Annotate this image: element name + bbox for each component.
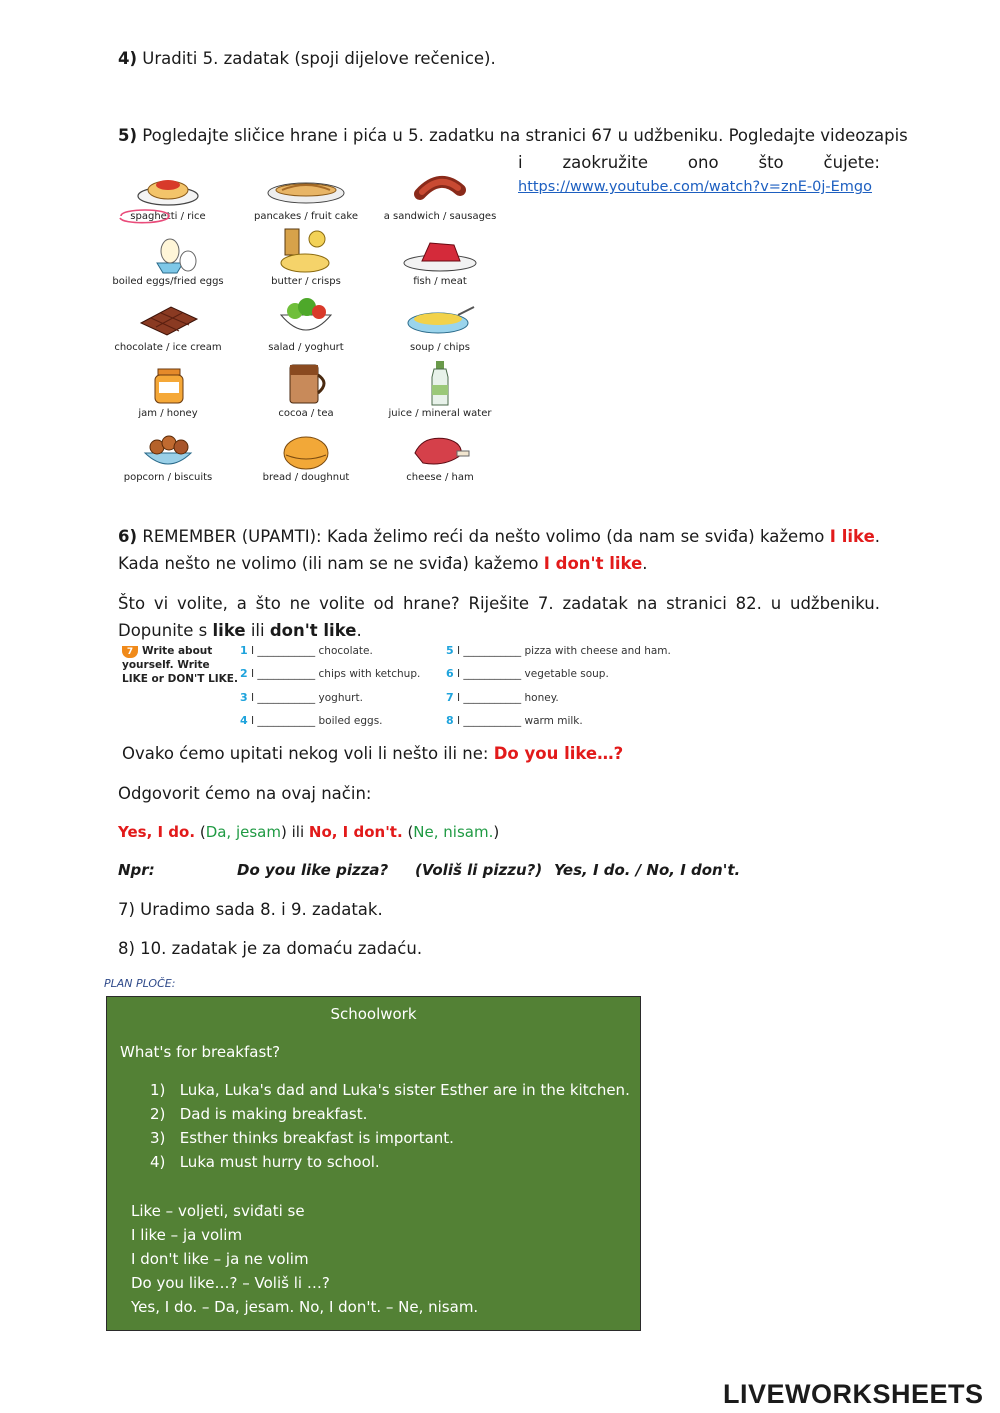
task7: 7) Uradimo sada 8. i 9. zadatak. (118, 900, 383, 919)
spaghetti-icon (133, 168, 203, 210)
food-item: soup / chips (375, 301, 505, 353)
video-link-wrap (518, 176, 872, 195)
example-line: Npr: Do you like pizza? (Voliš li pizzu?) Yes, I do. / No, I don't. (118, 861, 741, 879)
board-title: Schoolwork (330, 1005, 417, 1023)
exercise7-item: 1 I ___________ chocolate. (240, 644, 373, 657)
task4: 4) Uraditi 5. zadatak (spoji dijelove rečenice). (118, 49, 496, 68)
board-subtitle: What's for breakfast? (120, 1043, 281, 1061)
cocoa-icon (276, 359, 336, 407)
food-item: fish / meat (375, 233, 505, 287)
chocolate-icon (133, 301, 203, 341)
answer-intro: Odgovorit ćemo na ovaj način: (118, 784, 372, 803)
eggs-icon (133, 233, 203, 275)
exercise7-item: 5 I ___________ pizza with cheese and ham. (446, 644, 671, 657)
ask-line: Ovako ćemo upitati nekog voli li nešto ili ne: Do you like…? (122, 744, 624, 763)
food-item: bread / doughnut (241, 429, 371, 483)
circle-mark-icon (115, 206, 175, 226)
video-link[interactable]: https://www.youtube.com/watch?v=znE-0j-Emgo (518, 179, 872, 195)
soup-icon (400, 301, 480, 341)
board-caption: PLAN PLOČE: (104, 977, 176, 990)
water-bottle-icon (420, 359, 460, 407)
food-item: jam / honey (103, 363, 233, 419)
answer-line: Yes, I do. (Da, jesam) ili No, I don't. (Ne, nisam.) (118, 823, 500, 841)
food-item: boiled eggs/fried eggs (103, 233, 233, 287)
board-vocab: I don't like – ja ne volim (131, 1250, 309, 1268)
board-vocab: Like – voljeti, sviđati se (131, 1202, 305, 1220)
board-list-item: 2) Dad is making breakfast. (150, 1105, 368, 1123)
exercise7-clip (118, 642, 688, 734)
salad-icon (271, 295, 341, 341)
food-item: butter / crisps (241, 225, 371, 287)
biscuits-icon (133, 429, 203, 471)
board-vocab: I like – ja volim (131, 1226, 243, 1244)
sausages-icon (410, 168, 470, 210)
exercise-badge: 7 (122, 646, 138, 658)
board-plan (106, 996, 641, 1331)
food-item: cocoa / tea (241, 359, 371, 419)
task5-line2: i zaokružite ono što čujete: (518, 153, 880, 172)
food-item: chocolate / ice cream (103, 301, 233, 353)
exercise7-item: 2 I ___________ chips with ketchup. (240, 667, 421, 680)
food-item: juice / mineral water (375, 359, 505, 419)
food-picture-grid (103, 163, 503, 493)
crisps-icon (271, 225, 341, 275)
pancakes-icon (266, 168, 346, 210)
ham-icon (405, 429, 475, 471)
food-item: spaghetti / rice (103, 168, 233, 222)
task6-instruction: Što vi volite, a što ne volite od hrane? Riješite 7. zadatak na stranici 82. u udžbeniku. Dopunite s like ili don't like. (118, 594, 880, 640)
exercise7-item: 7 I ___________ honey. (446, 691, 559, 704)
food-item: cheese / ham (375, 429, 505, 483)
exercise7-item: 6 I ___________ vegetable soup. (446, 667, 609, 680)
bread-icon (276, 429, 336, 471)
task5-line1: 5) Pogledajte sličice hrane i pića u 5. zadatku na stranici 67 u udžbeniku. Pogledajte videozapis (118, 126, 908, 145)
jam-icon (138, 363, 198, 407)
meat-icon (400, 233, 480, 275)
logo-badge (698, 1381, 720, 1407)
logo-text: LIVEWORKSHEETS (723, 1378, 984, 1409)
exercise7-instruction: 7 Write about yourself. Write LIKE or DON'T LIKE. (122, 645, 238, 685)
exercise7-item: 8 I ___________ warm milk. (446, 714, 583, 727)
food-item: pancakes / fruit cake (241, 168, 371, 222)
food-item: popcorn / biscuits (103, 429, 233, 483)
exercise7-item: 3 I ___________ yoghurt. (240, 691, 363, 704)
task8: 8) 10. zadatak je za domaću zadaću. (118, 939, 423, 958)
board-list-item: 4) Luka must hurry to school. (150, 1153, 380, 1171)
board-list-item: 3) Esther thinks breakfast is important. (150, 1129, 454, 1147)
food-item: salad / yoghurt (241, 295, 371, 353)
board-vocab: Yes, I do. – Da, jesam. No, I don't. – Ne, nisam. (131, 1298, 479, 1316)
liveworksheets-logo (698, 1378, 984, 1410)
board-list-item: 1) Luka, Luka's dad and Luka's sister Esther are in the kitchen. (150, 1081, 630, 1099)
board-vocab: Do you like…? – Voliš li …? (131, 1274, 330, 1292)
task6-remember: 6) REMEMBER (UPAMTI): Kada želimo reći da nešto volimo (da nam se sviđa) kažemo I like. Kada nešto ne volimo (ili nam se ne sviđa) kažemo I don't like. (118, 527, 881, 573)
exercise7-item: 4 I ___________ boiled eggs. (240, 714, 383, 727)
food-item: a sandwich / sausages (375, 168, 505, 222)
